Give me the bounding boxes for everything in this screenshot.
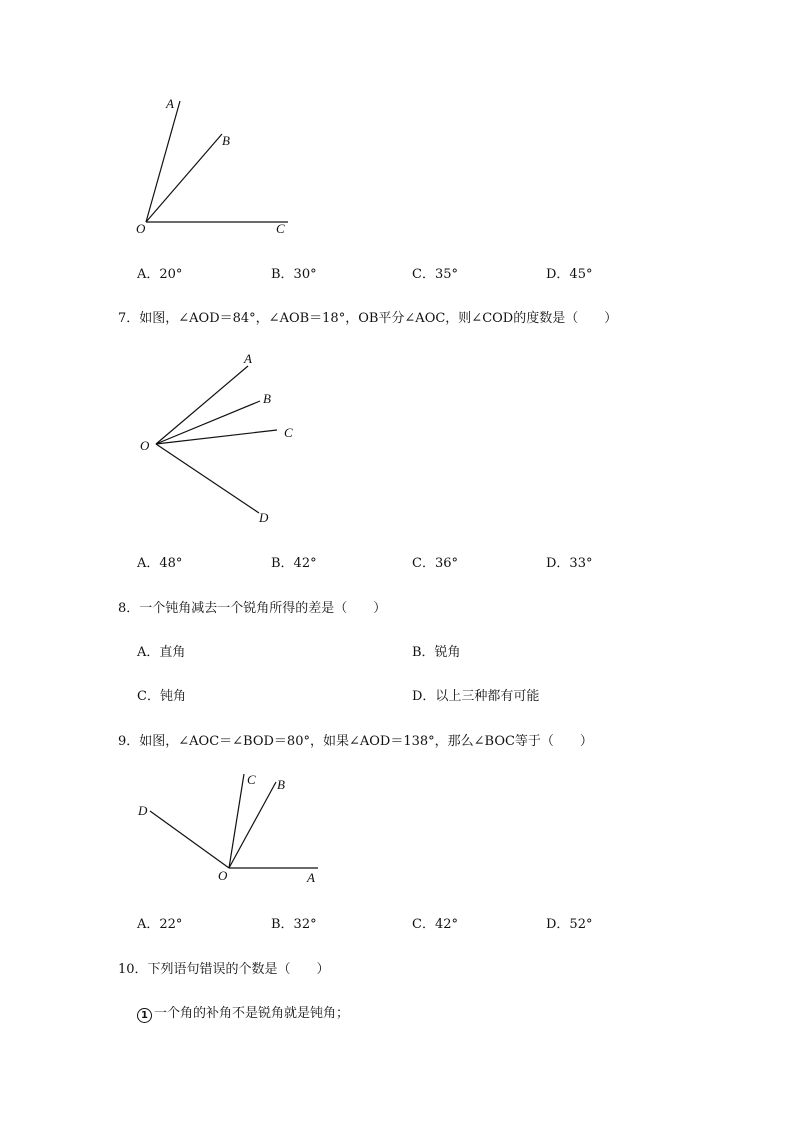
q6-option-d[interactable]: D．45° bbox=[546, 267, 593, 282]
q6-option-a[interactable]: A．20° bbox=[137, 267, 183, 282]
q9-stem: 9．如图，∠AOC＝∠BOD＝80°，如果∠AOD＝138°，那么∠BOC等于（ ） bbox=[118, 734, 593, 749]
label-C: C bbox=[276, 221, 285, 236]
q7-option-a[interactable]: A．48° bbox=[137, 556, 183, 571]
label-B: B bbox=[263, 391, 271, 406]
q10-stem: 10．下列语句错误的个数是（ ） bbox=[118, 962, 330, 977]
label-B: B bbox=[222, 133, 230, 148]
label-B: B bbox=[277, 777, 285, 792]
q9-option-b[interactable]: B．32° bbox=[271, 917, 317, 932]
q9-option-c[interactable]: C．42° bbox=[412, 917, 458, 932]
label-D: D bbox=[138, 803, 148, 818]
label-D: D bbox=[259, 510, 269, 525]
q8-option-b[interactable]: B．锐角 bbox=[412, 645, 461, 660]
label-C: C bbox=[247, 772, 256, 787]
q8-option-a[interactable]: A．直角 bbox=[137, 645, 186, 660]
label-O: O bbox=[140, 438, 150, 453]
q7-option-c[interactable]: C．36° bbox=[412, 556, 458, 571]
q7-option-b[interactable]: B．42° bbox=[271, 556, 317, 571]
label-A: A bbox=[166, 96, 174, 111]
q10-item-1-text: 一个角的补角不是锐角就是钝角； bbox=[154, 1006, 350, 1021]
q8-stem: 8．一个钝角减去一个锐角所得的差是（ ） bbox=[118, 601, 387, 616]
q6-option-c[interactable]: C．35° bbox=[412, 267, 458, 282]
q7-stem: 7．如图，∠AOD＝84°，∠AOB＝18°，OB平分∠AOC，则∠COD的度数是（ ） bbox=[118, 311, 618, 326]
q10-item-1 bbox=[137, 1002, 349, 1023]
label-O: O bbox=[136, 221, 146, 236]
label-O: O bbox=[218, 868, 228, 883]
q10-item-1-marker: 1 bbox=[137, 1008, 152, 1023]
label-C: C bbox=[284, 425, 293, 440]
q6-option-b[interactable]: B．30° bbox=[271, 267, 317, 282]
q9-option-a[interactable]: A．22° bbox=[137, 917, 183, 932]
ray-OD bbox=[150, 811, 229, 868]
q8-option-d[interactable]: D．以上三种都有可能 bbox=[412, 689, 540, 704]
q7-option-d[interactable]: D．33° bbox=[546, 556, 593, 571]
q9-option-d[interactable]: D．52° bbox=[546, 917, 593, 932]
label-A: A bbox=[307, 870, 315, 885]
q8-option-c[interactable]: C．钝角 bbox=[137, 689, 186, 704]
label-A: A bbox=[244, 351, 252, 366]
